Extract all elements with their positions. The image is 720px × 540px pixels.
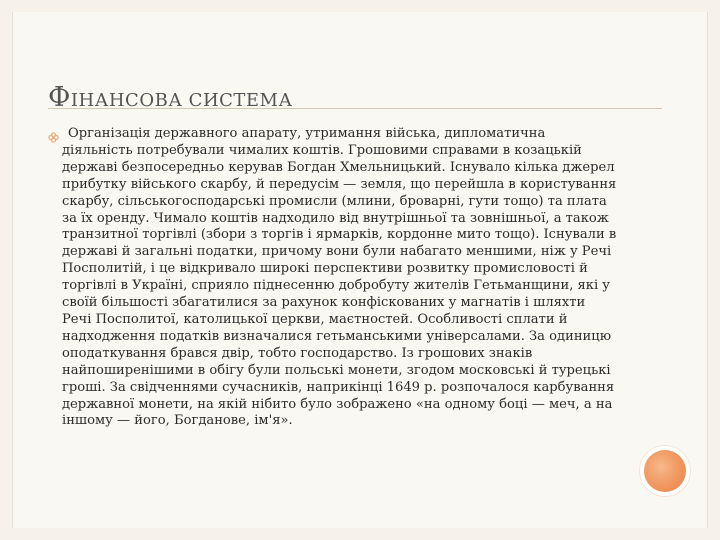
body-text: Організація державного апарату, утримання війська, дипломатична діяльність потребували чималих коштів. Грошовими справами в козацькій державі безпосередньо керував Богдан Хмельницький. Існувало кілька джерел прибутку війського скарбу, й передусім — земля, що перейшла в користування скарбу, сільськогосподарські промисли (млини, броварні, гути тощо) та плата за їх оренду. Чимало коштів надходило від внутрішньої та зовнішньої, а також транзитної торгівлі (збори з торгів і ярмарків, кордонне мито тощо). Існували в державі й загальні податки, причому вони були набагато меншими, ніж у Речі Посполитій, і це відкривало широкі перспективи розвитку промисловості й торгівлі в Україні, сприяло піднесенню добробуту жителів Гетьманщини, які у своїй більшості збагатилися за рахунок конфіскованих у магнатів і шляхти Речі Посполитої, католицької церкви, маєтностей. Особливості сплати й надходження податків визначалися гетьманськими універсалами. За одиницю оподаткування брався двір, тобто господарство. Із грошових знаків найпоширенішими в обігу були польські монети, згодом московські й турецькі гроші. За свідченнями сучасників, наприкінці 1649 р. розпочалося карбування державної монети, на якій нібито було зображено «на одному боці — меч, а на іншому — його, Богданове, ім'я». [62,126,617,429]
title-rest: ІНАНСОВА СИСТЕМА [70,90,293,111]
title-first-letter: Ф [48,82,71,113]
title-underline [48,108,662,109]
orange-circle-decoration [644,450,686,492]
flower-bullet-icon [48,132,59,143]
body-paragraph [62,126,618,430]
